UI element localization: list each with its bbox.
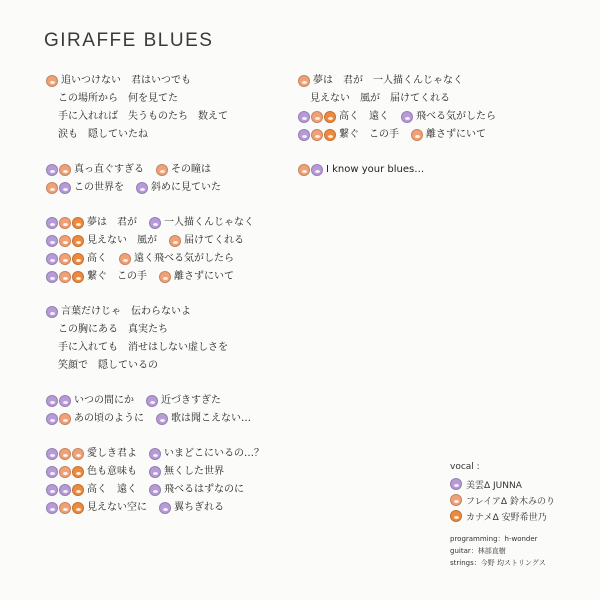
singer-icons: [119, 253, 132, 265]
lyric-line: [46, 161, 296, 179]
mikumo-avatar-icon: [311, 164, 323, 176]
lyric-segment: [159, 499, 224, 517]
lyric-line: [46, 214, 296, 232]
lyric-line: [46, 232, 296, 250]
singer-icons: [146, 395, 159, 407]
lyric-text: 笑顔で 隠しているの: [58, 360, 158, 371]
singer-icons: [156, 164, 169, 176]
kaname-avatar-icon: [450, 510, 462, 522]
lyric-segment: [58, 126, 148, 144]
freyja-avatar-icon: [59, 253, 71, 265]
mikumo-avatar-icon: [46, 395, 58, 407]
lyric-segment: [46, 410, 144, 428]
lyric-text: 愛しき君よ: [87, 448, 137, 459]
kaname-avatar-icon: [72, 271, 84, 283]
lyric-segment: [58, 90, 178, 108]
lyric-segment: [298, 72, 463, 90]
lyric-segment: [298, 161, 424, 179]
lyric-segment: [149, 481, 244, 499]
lyric-segment: [119, 250, 234, 268]
lyric-text: 見えない空に: [87, 502, 147, 513]
freyja-avatar-icon: [59, 466, 71, 478]
singer-mikumo: [450, 476, 590, 492]
lyric-text: 繋ぐ この手: [87, 271, 147, 282]
lyric-line: [46, 339, 296, 357]
singer-icons: [149, 448, 162, 460]
singer-icons: [46, 164, 72, 176]
lyric-text: あの頃のように: [74, 413, 144, 424]
vocal-label: vocal :: [450, 462, 480, 472]
lyric-text: この世界を: [74, 182, 124, 193]
lyric-segment: [46, 463, 137, 481]
mikumo-avatar-icon: [59, 484, 71, 496]
lyric-text: 無くした世界: [164, 466, 224, 477]
singer-icons: [411, 129, 424, 141]
freyja-avatar-icon: [59, 448, 71, 460]
mikumo-avatar-icon: [46, 253, 58, 265]
freyja-avatar-icon: [298, 164, 310, 176]
singer-icons: [149, 484, 162, 496]
singer-icons: [298, 75, 311, 87]
lyrics-right-column: [298, 72, 528, 196]
lyric-text: 繋ぐ この手: [339, 129, 399, 140]
freyja-avatar-icon: [119, 253, 131, 265]
lyric-text: 離さずにいて: [426, 129, 486, 140]
freyja-avatar-icon: [59, 164, 71, 176]
freyja-avatar-icon: [59, 217, 71, 229]
kaname-avatar-icon: [72, 502, 84, 514]
singer-icons: [298, 164, 324, 176]
freyja-avatar-icon: [59, 413, 71, 425]
lyric-stanza: [46, 214, 296, 286]
strings-credit: strings：今野 均ストリングス: [450, 559, 546, 567]
freyja-avatar-icon: [159, 271, 171, 283]
kaname-avatar-icon: [72, 466, 84, 478]
lyric-segment: [46, 72, 191, 90]
lyric-segment: [58, 321, 168, 339]
lyric-text: 夢は 君が 一人描くんじゃなく: [313, 75, 463, 86]
kaname-avatar-icon: [72, 235, 84, 247]
mikumo-avatar-icon: [46, 217, 58, 229]
freyja-avatar-icon: [72, 448, 84, 460]
singer-icons: [169, 235, 182, 247]
lyric-line: [298, 90, 528, 108]
lyric-segment: [298, 126, 399, 144]
freyja-avatar-icon: [298, 75, 310, 87]
singer-kaname: [450, 508, 590, 524]
singer-icons: [401, 111, 414, 123]
lyric-line: [46, 90, 296, 108]
lyric-stanza: [298, 161, 528, 179]
lyric-line: [46, 72, 296, 90]
mikumo-avatar-icon: [159, 502, 171, 514]
mikumo-avatar-icon: [46, 448, 58, 460]
lyric-text: この場所から 何を見てた: [58, 93, 178, 104]
freyja-avatar-icon: [46, 75, 58, 87]
lyric-text: 言葉だけじゃ 伝わらないよ: [61, 306, 191, 317]
lyric-segment: [159, 268, 234, 286]
lyric-text: 涙も 隠していたね: [58, 129, 148, 140]
lyric-segment: [46, 481, 137, 499]
lyric-segment: [149, 445, 264, 463]
lyric-line: [46, 357, 296, 375]
programming-credit: programming：h-wonder: [450, 535, 538, 543]
lyric-segment: [411, 126, 486, 144]
lyric-text: 近づきすぎた: [161, 395, 221, 406]
lyric-line: [46, 303, 296, 321]
freyja-avatar-icon: [450, 494, 462, 506]
lyric-text: 遠く飛べる気がしたら: [134, 253, 234, 264]
mikumo-avatar-icon: [149, 484, 161, 496]
lyric-segment: [46, 499, 147, 517]
singer-icons: [46, 466, 85, 478]
lyric-text: 手に入れれば 失うものたち 数えて: [58, 111, 228, 122]
lyric-text: 飛べるはずなのに: [164, 484, 244, 495]
mikumo-avatar-icon: [149, 217, 161, 229]
mikumo-avatar-icon: [46, 502, 58, 514]
singer-name: カナメΔ 安野希世乃: [466, 512, 547, 523]
singer-icons: [156, 413, 169, 425]
lyric-text: 追いつけない 君はいつでも: [61, 75, 191, 86]
lyric-segment: [310, 90, 450, 108]
mikumo-avatar-icon: [401, 111, 413, 123]
lyric-line: [46, 108, 296, 126]
singer-icons: [46, 75, 59, 87]
singer-name: フレイアΔ 鈴木みのり: [466, 496, 555, 507]
lyric-segment: [46, 445, 137, 463]
mikumo-avatar-icon: [149, 466, 161, 478]
singer-icons: [46, 253, 85, 265]
lyric-segment: [149, 214, 254, 232]
lyric-text: いまどこにいるの…？: [164, 448, 264, 459]
lyrics-left-column: [46, 72, 296, 534]
mikumo-avatar-icon: [156, 413, 168, 425]
lyric-text: 色も意味も: [87, 466, 137, 477]
lyric-line: [298, 72, 528, 90]
mikumo-avatar-icon: [298, 129, 310, 141]
lyric-segment: [156, 410, 251, 428]
lyric-text: 高く 遠く: [87, 484, 137, 495]
lyric-line: [298, 161, 528, 179]
lyric-text: 見えない 風が 届けてくれる: [310, 93, 450, 104]
singer-icons: [46, 182, 72, 194]
kaname-avatar-icon: [324, 111, 336, 123]
kaname-avatar-icon: [72, 253, 84, 265]
lyric-line: [298, 108, 528, 126]
lyric-segment: [169, 232, 244, 250]
lyric-text: 届けてくれる: [184, 235, 244, 246]
freyja-avatar-icon: [411, 129, 423, 141]
mikumo-avatar-icon: [46, 164, 58, 176]
freyja-avatar-icon: [46, 182, 58, 194]
freyja-avatar-icon: [311, 111, 323, 123]
lyric-line: [46, 392, 296, 410]
lyric-line: [46, 126, 296, 144]
lyric-text: 飛べる気がしたら: [416, 111, 496, 122]
mikumo-avatar-icon: [149, 448, 161, 460]
mikumo-avatar-icon: [46, 306, 58, 318]
singer-icons: [298, 129, 337, 141]
lyric-segment: [58, 339, 228, 357]
lyric-text: 高く: [87, 253, 107, 264]
lyric-stanza: [46, 161, 296, 197]
lyric-stanza: [46, 72, 296, 144]
singer-icons: [46, 306, 59, 318]
lyric-segment: [46, 214, 137, 232]
lyric-line: [46, 445, 296, 463]
freyja-avatar-icon: [156, 164, 168, 176]
lyric-segment: [46, 268, 147, 286]
lyric-segment: [146, 392, 221, 410]
singer-icons: [46, 395, 72, 407]
lyric-segment: [58, 357, 158, 375]
singer-freyja: [450, 492, 590, 508]
lyric-text: いつの間にか: [74, 395, 134, 406]
singer-icons: [149, 217, 162, 229]
lyric-text: 高く 遠く: [339, 111, 389, 122]
mikumo-avatar-icon: [46, 235, 58, 247]
song-title: GIRAFFE BLUES: [44, 30, 214, 51]
lyric-text: 翼ちぎれる: [174, 502, 224, 513]
staff-credits: [450, 533, 590, 569]
lyric-segment: [46, 161, 144, 179]
freyja-avatar-icon: [59, 235, 71, 247]
lyric-line: [46, 481, 296, 499]
lyric-stanza: [46, 392, 296, 428]
lyric-text: 真っ直ぐすぎる: [74, 164, 144, 175]
singer-icons: [298, 111, 337, 123]
lyric-text: 手に入れても 消せはしない虚しさを: [58, 342, 228, 353]
lyric-line: [46, 250, 296, 268]
singer-icons: [159, 502, 172, 514]
lyric-segment: [46, 392, 134, 410]
lyric-text: その瞳は: [171, 164, 211, 175]
mikumo-avatar-icon: [46, 271, 58, 283]
lyric-segment: [136, 179, 221, 197]
mikumo-avatar-icon: [450, 478, 462, 490]
lyric-segment: [46, 232, 157, 250]
lyric-text: この胸にある 真実たち: [58, 324, 168, 335]
lyric-stanza: [46, 445, 296, 517]
lyric-stanza: [46, 303, 296, 375]
singer-icons: [46, 448, 85, 460]
lyric-text: 見えない 風が: [87, 235, 157, 246]
freyja-avatar-icon: [59, 271, 71, 283]
singer-icons: [46, 217, 85, 229]
singer-icons: [149, 466, 162, 478]
lyric-text: 離さずにいて: [174, 271, 234, 282]
kaname-avatar-icon: [72, 484, 84, 496]
lyric-text: 歌は聞こえない…: [171, 413, 251, 424]
lyric-line: [46, 179, 296, 197]
lyric-segment: [46, 250, 107, 268]
lyric-segment: [156, 161, 211, 179]
lyric-segment: [58, 108, 228, 126]
kaname-avatar-icon: [324, 129, 336, 141]
guitar-credit: guitar：林部直樹: [450, 547, 506, 555]
lyric-line: [46, 410, 296, 428]
mikumo-avatar-icon: [46, 466, 58, 478]
freyja-avatar-icon: [311, 129, 323, 141]
singer-icons: [46, 484, 85, 496]
singer-icons: [159, 271, 172, 283]
lyric-stanza: [298, 72, 528, 144]
lyric-segment: [298, 108, 389, 126]
singer-icons: [46, 502, 85, 514]
mikumo-avatar-icon: [298, 111, 310, 123]
singer-icons: [136, 182, 149, 194]
singer-icons: [46, 413, 72, 425]
lyric-segment: [401, 108, 496, 126]
lyric-text: 斜めに見ていた: [151, 182, 221, 193]
mikumo-avatar-icon: [59, 182, 71, 194]
lyric-line: [46, 321, 296, 339]
lyric-line: [46, 499, 296, 517]
mikumo-avatar-icon: [146, 395, 158, 407]
credits-block: [450, 462, 590, 569]
lyric-segment: [149, 463, 224, 481]
kaname-avatar-icon: [72, 217, 84, 229]
lyric-text: I know your blues…: [326, 164, 425, 175]
mikumo-avatar-icon: [46, 484, 58, 496]
mikumo-avatar-icon: [59, 395, 71, 407]
lyric-text: 夢は 君が: [87, 217, 137, 228]
lyric-line: [46, 268, 296, 286]
freyja-avatar-icon: [169, 235, 181, 247]
lyric-line: [46, 463, 296, 481]
singer-icons: [46, 271, 85, 283]
lyric-text: 一人描くんじゃなく: [164, 217, 254, 228]
mikumo-avatar-icon: [136, 182, 148, 194]
lyric-line: [298, 126, 528, 144]
singer-icons: [46, 235, 85, 247]
singer-name: 美雲Δ JUNNA: [466, 480, 522, 491]
mikumo-avatar-icon: [46, 413, 58, 425]
lyric-segment: [46, 179, 124, 197]
lyric-segment: [46, 303, 191, 321]
freyja-avatar-icon: [59, 502, 71, 514]
